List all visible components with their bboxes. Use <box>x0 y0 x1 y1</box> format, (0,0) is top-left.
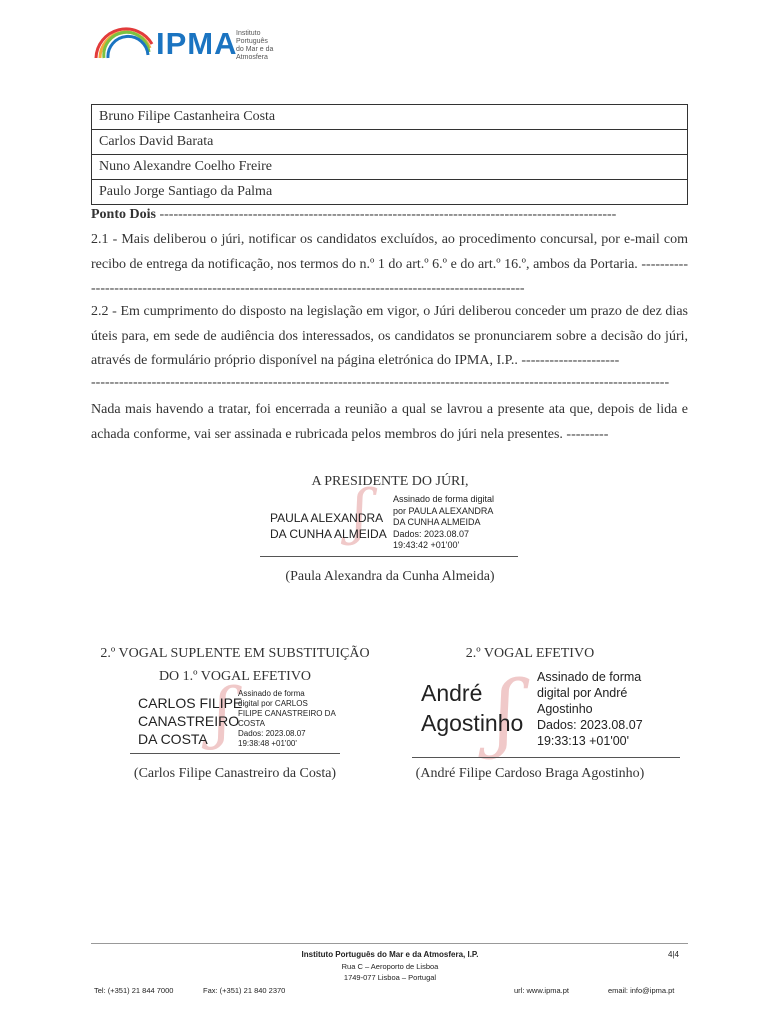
footer-divider <box>91 943 688 944</box>
vogal-efetivo-signature-name: André Agostinho <box>421 680 524 736</box>
logo-subtitle: Instituto Português do Mar e da Atmosfera <box>236 30 274 61</box>
footer-fax: Fax: (+351) 21 840 2370 <box>203 986 286 995</box>
jury-names-table <box>91 104 688 205</box>
table-row <box>92 155 688 180</box>
footer-address-2: 1749-077 Lisboa – Portugal <box>343 973 437 982</box>
president-signature-line <box>260 556 518 557</box>
footer-url[interactable]: url: www.ipma.pt <box>514 986 570 995</box>
table-row <box>92 130 688 155</box>
table-row <box>92 105 688 130</box>
vogal-suplente-printed-name: (Carlos Filipe Canastreiro da Costa) <box>133 766 337 781</box>
president-printed-name: (Paula Alexandra da Cunha Almeida) <box>285 569 495 584</box>
vogal-efetivo-signature-details: Assinado de forma digital por André Agostinho Dados: 2023.08.07 19:33:13 +01'00' <box>537 670 643 748</box>
president-title: A PRESIDENTE DO JÚRI, <box>311 474 469 489</box>
closing-paragraph: Nada mais havendo a tratar, foi encerrada a reunião a qual se lavrou a presente ata que, depois de lida e achada conforme, vai ser assinada e rubricada pelos membros do júri nela presentes. --------- <box>91 402 688 442</box>
footer-address-1: Rua C – Aeroporto de Lisboa <box>341 962 439 971</box>
table-cell: Nuno Alexandre Coelho Freire <box>92 155 688 180</box>
vogal-efetivo-signature-line <box>412 757 680 758</box>
logo-text: IPMA <box>156 26 238 61</box>
signature-swirl-icon: ʃ <box>352 477 369 547</box>
signature-swirl-icon: ʃ <box>214 674 232 751</box>
footer-email[interactable]: email: info@ipma.pt <box>608 986 675 995</box>
footer-org: Instituto Português do Mar e da Atmosfera, I.P. <box>301 950 479 959</box>
table-cell: Paulo Jorge Santiago da Palma <box>92 180 688 205</box>
paragraph-2-2: 2.2 - Em cumprimento do disposto na legislação em vigor, o Júri deliberou conceder um prazo de dez dias úteis para, em sede de audiência dos interessados, os candidatos se pronunciarem sobre a decisão do júri, através de formulário próprio disponível na página eletrónica do IPMA, I.P.. --------------------- <box>91 304 688 368</box>
vogal-efetivo-title: 2.º VOGAL EFETIVO <box>465 646 595 661</box>
dash-separator: ---------------------------------------------------------------------------------------------------------------------------- <box>91 375 670 390</box>
vogal-efetivo-printed-name: (André Filipe Cardoso Braga Agostinho) <box>415 766 645 781</box>
president-signature-details: Assinado de forma digital por PAULA ALEXANDRA DA CUNHA ALMEIDA Dados: 2023.08.07 19:43:42 +01'00' <box>393 494 495 550</box>
table-cell: Bruno Filipe Castanheira Costa <box>92 105 688 130</box>
table-cell: Carlos David Barata <box>92 130 688 155</box>
vogal-suplente-signature-name: CARLOS FILIPE CANASTREIRO DA COSTA <box>138 695 243 747</box>
footer-tel: Tel: (+351) 21 844 7000 <box>94 986 174 995</box>
signature-swirl-icon: ʃ <box>494 663 517 761</box>
ponto-dois-label: Ponto Dois <box>91 207 156 222</box>
vogal-suplente-title-2: DO 1.º VOGAL EFETIVO <box>158 669 312 684</box>
ponto-dois-heading <box>91 205 688 225</box>
vogal-suplente-title-1: 2.º VOGAL SUPLENTE EM SUBSTITUIÇÃO <box>100 646 370 661</box>
paragraph-2-1: 2.1 - Mais deliberou o júri, notificar os candidatos excluídos, ao procedimento concursal, por e-mail com recibo de entrega da notificação, nos termos do n.º 1 do art.º 6.º e do art.º 16.º, ambos da Portaria. ------------------------------------------------------------------------------------------------------- <box>91 232 688 296</box>
vogal-suplente-signature-line <box>130 753 340 754</box>
page-number: 4|4 <box>668 950 679 959</box>
vogal-suplente-signature-details: Assinado de forma digital por CARLOS FILIPE CANASTREIRO DA COSTA Dados: 2023.08.07 19:38:48 +01'00' <box>238 689 336 748</box>
table-row <box>92 180 688 205</box>
ponto-dois-dashes: -------------------------------------------------------------------------------------------------- <box>155 207 617 222</box>
president-signature-name: PAULA ALEXANDRA DA CUNHA ALMEIDA <box>270 511 387 541</box>
